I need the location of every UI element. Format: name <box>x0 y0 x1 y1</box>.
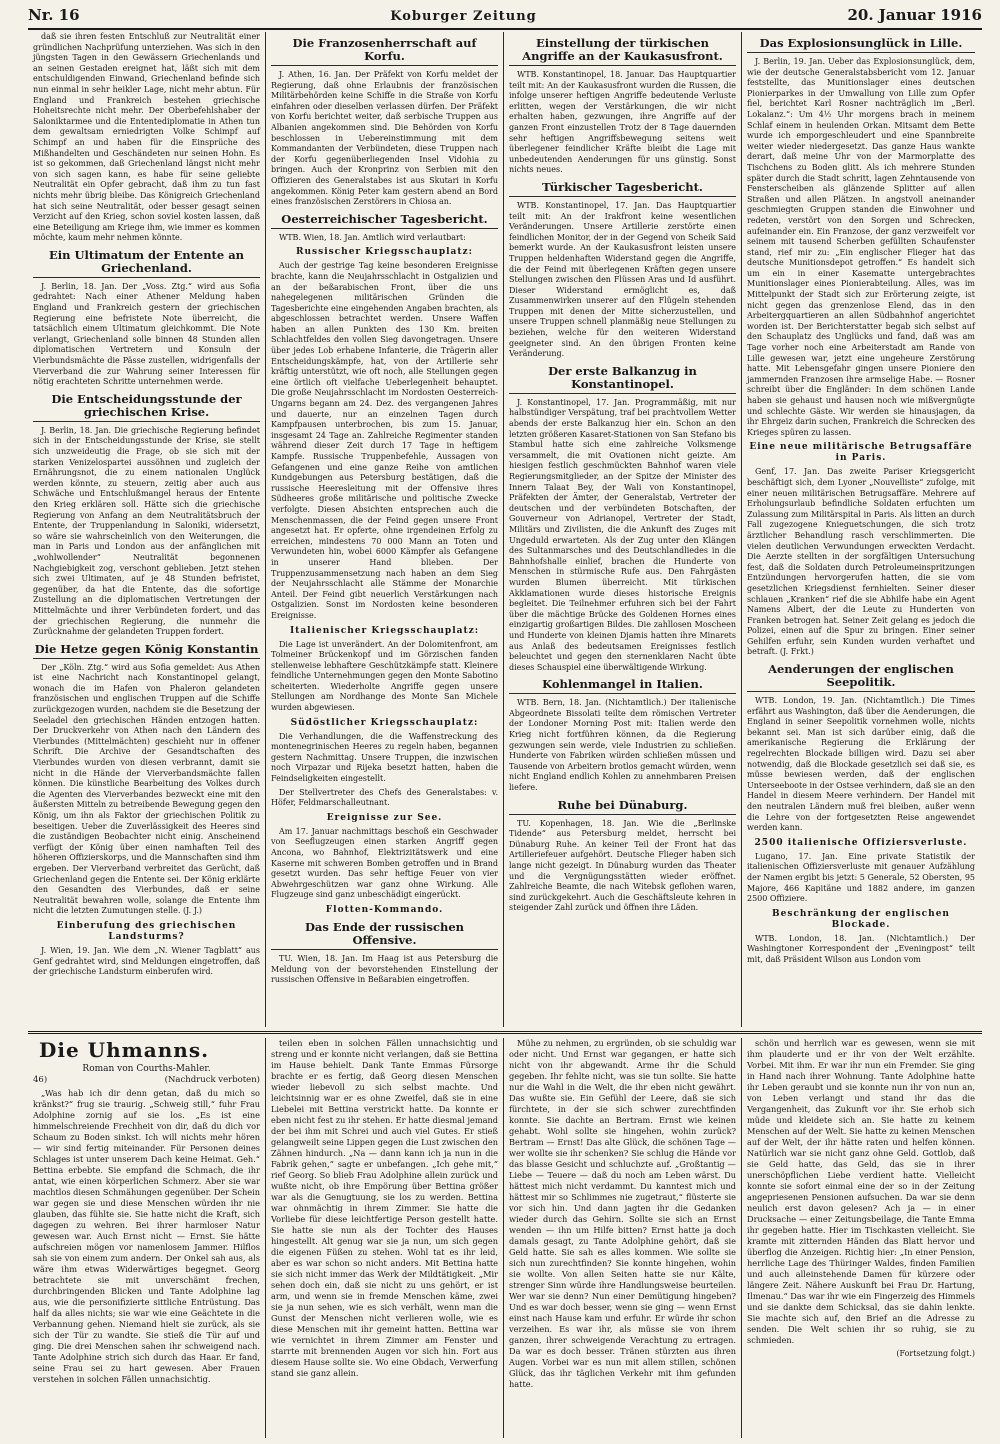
masthead <box>28 6 982 30</box>
newspaper-name: Koburger Zeitung <box>390 9 537 24</box>
novel-title: Die Uhmanns. <box>39 1038 210 1062</box>
novel-text: teilen eben in solchen Fällen unnachsichtig und streng und er konnte nicht verlangen, daß sie Bettina im Hause behielt. Dank Tante Emmas Fürsorge brachte er es fertig, daß Georg diesen Menschen wieder liebevoll zu sich selbst machte. Und leichtsinnig war er es ohne Zweifel, daß sie in eine Liebelei mit Bettina verstrickt hatte. Da konnte er eben nicht fest zu ihr stehen. Er hatte diesmal jemand der bei ihm mit Schrei und auch viel Gutes. Er stieß gelangweilt seine Lippen gegen die Lust zwischen den Zähnen hindurch. „Na — dann kann ich ja nun in die Fabrik gehen,“ sagte er unbefangen. „Ich gehe mit,“ rief Georg. So blieb Frau Adolphine allein zurück und wußte nicht, ob ihre Empörung über Bettina größer war als die Genugtuung, sie los zu werden. Bettina war ohnmächtig in ihrem Zimmer. Sie hatte die Vorliebe für diese leichtfertige Person gestellt hatte. Sie hatte sie nun als der Tochter des Hauses hingestellt. Alt genug war sie ja nun, um sich gegen die eigenen Füßen zu stehen. Wohl tat es ihr leid, aber es war schon so nicht anders. Mit Bettina hatte sie sich nicht immer das Werk der Mildtätigkeit. „Mir sehen doch ein, daß sie nicht zu uns gehört, er ist arm, und wenn sie in fremde Menschen käme, zwei sie ja nun sehen, wie es sich verhält, wenn man die Gunst der Menschen nicht verlieren wolle, wie es diese Menschen mit ihr gemeint hatten. Bettina war wie vernichtet in ihrem Zimmer am Fenster und starrte mit brennenden Augen vor sich hin. Fort aus diesem Hause sollte sie. Wo eine Obdach, Verwerfung stand sie ganz allein. <box>271 1038 498 1378</box>
novel-column-2 <box>266 1038 504 1438</box>
novel-column-4 <box>742 1038 980 1438</box>
article-paragraph: Die Verhandlungen, die die Waffenstreckung des montenegrinischen Heeres zu regeln haben, begannen gestern Nachmittag. Unsere Truppen, die inzwischen noch Virpazar und Rijeka besetzt hatten, haben die Feindseligkeiten eingestellt. <box>271 731 498 784</box>
article-paragraph: WTB. Konstantinopel, 17. Jan. Das Hauptquartier teilt mit: An der Irakfront keine wesentlichen Veränderungen. Unsere Artillerie zerstörte einen feindlichen Monitor, der in der Gegend von Scheik Said bemerkt wurde. An der Kaukasusfront leisten unsere Truppen heldenhaften Widerstand gegen die Angriffe, die der Feind mit überlegenen Kräften gegen unsere Stellungen zwischen den Flüssen Aras und Id ausführt. Dieser Widerstand ermöglicht es, daß Zusammenwirken unserer auf den Flügeln stehenden Truppen mit denen der Mitte sicherzustellen, und unsere Truppen schnell planmäßig neue Stellungen zu beziehen, welche für den weiteren Widerstand geeigneter sind. An den übrigen Fronten keine Veränderung. <box>509 200 736 359</box>
article-headline: Ruhe bei Dünaburg. <box>509 799 736 815</box>
article-headline: Ereignisse zur See. <box>326 812 443 823</box>
article-headline: Das Ende der russischen Offensive. <box>271 921 498 950</box>
article-paragraph: WTB. London, 18. Jan. (Nichtamtlich.) Der Washingtoner Korrespondent der „Eveningpost“ teilt mit, daß Präsident Wilson aus London vom <box>747 933 975 964</box>
issue-number: Nr. 16 <box>28 6 80 24</box>
novel-column-3 <box>504 1038 742 1438</box>
article-paragraph: J. Berlin, 19. Jan. Ueber das Explosionsunglück, dem, wie der deutsche Generalstabsbericht vom 12. Januar feststellte, das Munitionslager eines deutschen Pionierparkes in der Umwallung von Lille zum Opfer fiel, berichtet Karl Rosner nachträglich im „Berl. Lokalanz.“: Um 4½ Uhr morgens brach in meinem Schlaf einem in heulenden Orkan. Mitsamt dem Bette wurde ich emporgeschleudert und eine Spannbreite weiter wieder niedergesetzt. Das ganze Haus wankte derart, daß meine Uhr von der Marmorplatte des Tischchens zu Boden glitt. Als ich mehrere Stunden später durch die Stadt schritt, lagen Zehntausende von Fensterscheiben als glänzende Splitter auf allen Straßen und allen Plätzen. In angstvoll aneinander geschmiegten Gruppen standen die Einwohner und redeten, verstört von den Sorgen und Schrecken, aufeinander ein. Ein Franzose, der ganz verzweifelt vor seinem mit tausend Scherben gefüllten Schaufenster stand, rief mir zu: „Ein englischer Flieger hat das deutsche Munitionsdepot getroffen.“ Es handelt sich um ein in einer Kasematte untergebrachtes Munitionslager eines Pionierabteilung. Alles, was im Mittelpunkt der Stadt sich zur Erörterung zeigte, ist nicht gegen das grenzenlose Elend, das in den Arbeitergquartieren an allen Südbahnhof angerichtet worden ist. Der Berichterstatter begab sich selbst auf den Schauplatz des Unglücks und fand, daß was am Tage vorher noch eine Arbeiterstadt am Rande von Lille gewesen war, jetzt eine ungeheure Zerstörung hatte. Mit Lebensgefahr gingen unsere Pioniere den jammernden Franzosen ihre armselige Habe. — Rosner schreibt über die Engländer: In dem schönen Lande haben sie gehaust und hausen noch wie mißvergnügte und schlechte Gäste. Wir werden sie hinausjagen, da ihr Ehrgeiz darin suchen, Frankreich die Schrecken des Krieges spüren zu lassen. <box>747 57 975 437</box>
feuilleton-section <box>28 1038 982 1438</box>
article-headline: Oesterreichischer Tagesbericht. <box>271 213 498 229</box>
article-paragraph: J. Konstantinopel, 17. Jan. Programmäßig, mit nur halbstündiger Verspätung, traf bei prachtvollem Wetter abends der erste Balkanzug hier ein. Schon an den letzten größeren Kasaret-Stationen von San Stefano bis Stambul hatte sich eine zahlreiche Volksmenge versammelt, die mit Ovationen nicht geizte. Am hiesigen festlich geschmückten Bahnhof waren viele Regierungsmitglieder, an der Spitze der Minister des Innern Talaat Bey, der Wali von Konstantinopel, Präfekten der Ämter, der Generalstab, Vertreter der deutschen und der verbündeten Botschaften, der Gouverneur von Adrianopel, Vertreter der Stadt, Militärs und Zivilisten, die die Ankunft des Zuges mit Ungeduld erwarteten. Als der Zug unter den Klängen des Sultanmarsches und des Deutschlandliedes in die Bahnhofshalle einlief, brachen die Hunderte von Menschen in stürmische Rufe aus. Den Fahrgästen wurden Blumen überreicht. Mit türkischen Akklamationen wurde dieses historische Ereignis begleitet. Die Teilnehmer erfuhren sich bei der Fahrt über die mächtige Brücke des Goldenen Hornes eines einzigartig großartigen Bildes. Die zahllosen Moscheen und Hunderte von kleinen Djamis hatten ihre Minarets aus Anlaß des bedeutsamen Ereignisses festlich beleuchtet und gegen den sternenklaren Nacht übte dieses Schauspiel eine überwältigende Wirkung. <box>509 397 736 672</box>
article-paragraph: Die Lage ist unverändert. An der Dolomitenfront, am Tolmeiner Brückenkopf und im Görzischen fanden stellenweise lebhaftere Geschützkämpfe statt. Kleinere feindliche Unternehmungen gegen den Monte Sabotino scheiterten. Wiederholte Angriffe gegen unsere Stellungen am Nordhange des Monte San Michele wurden abgewiesen. <box>271 639 498 713</box>
article-headline: Die Hetze gegen König Konstantin <box>33 643 260 659</box>
article-paragraph: Genf, 17. Jan. Das zweite Pariser Kriegsgericht beschäftigt sich, dem Lyoner „Nouvelliste“ zufolge, mit einer neuen militärischen Betrugsaffäre. Mehrere auf Erholungsurlaub befindliche Soldaten erfuchten um Zulassung zum Militärspital in Paris. Als litten an durch Fall zugezogene Knieguetschungen, die sich trotz ärztlicher Behandlung rasch verschlimmerten. Die vielen deutlichen Verwundungen erweckten Verdacht. Die Aerzte stellten in der sorgfältigen Untersuchung fest, daß die Soldaten durch Petroleumeinspritzungen Entzündungen hervorgerufen hatten, die sie vom gesetzlichen Kriegsdienst fernhielten. Seiner dieser schlauen „Kranken“ rief die sie Abhilfe habe ein Agent Namens Albert, der die Leute zu Hunderten von Franken betrogen hat. Seiner Zeit gelang es jedoch die Polizei, einen auf die Spur zu bringen. Einer seiner Gehilfen erfuhr, sein Kunden wurden verhaftet und betraft. (J. Frkt.) <box>747 467 975 657</box>
article-paragraph: WTB. Konstantinopel, 18. Januar. Das Hauptquartier teilt mit: An der Kaukasusfront wurden die Russen, die infolge unserer heftigen Angriffe bedeutende Verluste erlitten, wegen der Verstärkungen, die wir nicht erhalten haben, gezwungen, ihre Angriffe auf der ganzen Front einzustellen Trotz der 8 Tage dauernden sehr heftigen Angriffsbewegung seitens weit überlegener feindlicher Kräfte bleibt die Lage mit unbedeutenden Aenderungen für uns günstig. Sonst nichts neues. <box>509 70 736 175</box>
article-paragraph: Der „Köln. Ztg.“ wird aus Sofia gemeldet: Aus Athen ist eine Nachricht nach Konstantinopel gelangt, wonach die im Hafen von Phaleron gelandeten französischen und englischen Truppen auf die Schiffe zurückgezogen wurden, nachdem sie die Besetzung der Seeladel den griechischen Händen entzogen hatten. Der Druckverkehr von Athen nach den Ländern des Vierbundes (Mittelmächten) geschieht nur in offener Schrift. Die Archive der Gesandtschaften des Vierbundes wurden von diesen verbrannt, damit sie nicht in die Hände der Vierverbandsmächte fallen können. Die künstliche Bearbeitung des Volkes durch die Agenten des Vierverbandes bezweckt eine mit den äußersten Mitteln zu betreibende Bewegung gegen den König, um ihn als Faktor der griechischen Politik zu beseitigen. Ueber die Zuverlässigkeit des Heeres sind die zuständigen Beobachter nicht einig. Anscheinend verfügt der König über einen namhaften Teil des höheren Offizierskorps, und die Mannschaften sind ihm ergeben. Der Vierverband verbreitet das Gerücht, daß Griechenland gegen die Entente sei. Der König erklärte den Gesandten des Vierbundes, daß er seine Neutralität bewahren wolle, solange die Entente ihm nicht die letzten Zumutungen stelle. (J. J.) <box>33 662 260 916</box>
news-section <box>28 32 982 1027</box>
article-paragraph: TU. Wien, 18. Jan. Im Haag ist aus Petersburg die Meldung von der bevorstehenden Einstellung der russischen Offensive in Beßarabien eingetroffen. <box>271 953 498 985</box>
article-paragraph: Lugano, 17. Jan. Eine private Statistik der italienischen Offiziersverluste mit genauer Aufzählung der Namen ergibt bis jetzt: 5 Generale, 52 Obersten, 95 Majore, 466 Kapitäne und 1882 andere, im ganzen 2500 Offiziere. <box>747 851 975 904</box>
feuilleton-divider <box>28 1031 982 1034</box>
article-headline: Flotten-Kommando. <box>325 904 444 915</box>
reprint-note: 46) (Nachdruck verboten) <box>33 1075 260 1085</box>
article-headline: 2500 italienische Offiziersverluste. <box>754 837 968 848</box>
article-headline: Russischer Kriegsschauplatz: <box>296 247 473 258</box>
novel-text: schön und herrlich war es gewesen, wenn sie mit ihm plauderte und er ihr von der Welt erzählte. Vorbei. Mit ihm. Er war ihr nun ein Fremder. Sie ging in Hand nach ihrer Wohnung. Tante Adolphine hatte ihr Leben geraubt und sie konnte nun ihr von nun an, von Leben verlangt und stand ihr das die Vergangenheit, das Zukunft vor ihr. Sie erhob sich müde und kleidete sich an. Sie hatte zu keinem Menschen auf der Welt. Sie hatte zu keinen Menschen auf der Welt, der ihr hätte raten und helfen können. Natürlich war sie nicht ganz ohne Geld. Gottlob, daß sie Geld hatte, das Geld, das sie in ihrer unerschöpflichen Liebe verdient hatte. Vielleicht konnte sie sofort einmal eine der so in der Zeitung angepriesenen Pensionen aufsuchen. Da war sie denn neulich erst davon gelesen? Ach ja — in einer Drucksache — einer Zeitungsbeilage, die Tante Emma ihr gegeben hatte. Hier im Tischkasten vielleicht. Sie kramte mit zitternden Händen das Blatt hervor und überflog die Anzeigen. Richtig hier: „In einer Pension, herrliche Lage des Thüringer Waldes, finden Familien und auch alleinstehende Damen für kürzere oder längere Zeit. Nähere Auskunft bei Frau Dr. Hartung, Ilmenau.“ Das war ihr wie ein Fingerzeig des Himmels und sie dankte dem Schicksal, das sie dahin lenkte. Sie machte sich auf, den Brief an die Adresse zu senden. Die Welt schien ihr so ruhig, sie zu schmieden. <box>747 1038 975 1345</box>
issue-date: 20. Januar 1916 <box>847 6 982 24</box>
news-column-2 <box>266 32 504 1027</box>
article-paragraph: WTB. London, 19. Jan. (Nichtamtlich.) Die Times erfährt aus Washington, daß über die Aenderungen, die England in seiner Seepolitik vornehmen wolle, nichts bekannt sei. Man ist sich darüber einig, daß die amerikanische Regierung die Erklärung der regelrechten Blockade billigen wird. Dazu sei aber notwendig, daß die Blockade gesetzlich sei daß sie, es müsse bewiesen werden, daß der englischen Unterseeboote in der Ostsee verhindern, daß sie an den Handel in diesem Meere verhindern. Der Handel mit den neutralen Ländern muß frei bleiben, außer wenn die Lehre von der fortgesetzten Reise angewendet werden kann. <box>747 696 976 833</box>
article-headline: Eine neue militärische Betrugsaffäre in Paris. <box>749 442 973 464</box>
novel-text: Mühe zu nehmen, zu ergründen, ob sie schuldig war oder nicht. Und Ernst war gegangen, er hatte sich nicht von ihr abgewandt. Arme ihr die Schuld gegeben. Ihr fehlte nicht, was sie tun sollte. Sie hatte nur die Wahl in die Welt, die ihr eben nicht gewährt. Das wußte sie. Ein Gefühl der Leere, daß sie sich fürchtete, in der sie sich schwer zurechtfinden konnte. Sie dachte an Bertram. Ernst wie keinen gehabt. Wohl sollte sie hingehen, wohin zurück? Bertram — Ernst! Das alte Glück, die schönen Tage — wer wollte sie ihr schenken? Sie schlug die Hände vor das blasse Gesicht und schluchzte auf. „Großtantig — Liebe — Teuere — daß du noch am Leben wärst. Du hättest mich nicht verdammt. Du kanntest mich und hättest mir so Schlimmes nie zugetraut,“ flüsterte sie vor sich hin. Und dann jagten ihr die Gedanken wieder durch das Gehirn. Sollte sie sich an Ernst wenden — ihn um Hilfe bitten? Ernst hatte ja doch damals gesagt, zu Tante Adolphine gehört, daß sie Geld hatte. Sie sah es alles kommen. Wie sollte sie sich nun zurechtfinden? Sie konnte hingehen, wohin sie wollte. Von allen Seiten hatte sie nur Kälte, strenger Sinn würde ihre Handlungsweise beurteilen. Wer war sie denn? Nun einer Demütigung hingeben? Und es war doch besser, wenn sie ging — wenn Ernst einst nach Hause kam und erfuhr. Er würde ihr schon verzeihen. Es war ihr, als müsse sie von ihrem ganzen, ihrer schweigende Verachtung zu ertragen. Da war es doch besser. Tränen stürzten aus ihren Augen. Vorbei war es nun mit allem stillen, schönen Glück, das ihr täglichen Verkehr mit ihm gefunden hatte. <box>509 1038 736 1389</box>
article-headline: Südöstlicher Kriegsschauplatz: <box>290 717 479 728</box>
novel-author: Roman von Courths-Mahler. <box>82 1064 211 1074</box>
article-headline: Italienischer Kriegsschauplatz: <box>289 625 480 636</box>
installment-number: 46) <box>33 1075 48 1085</box>
news-column-3 <box>504 32 742 1027</box>
article-paragraph: WTB. Bern, 18. Jan. (Nichtamtlich.) Der italienische Abgeordnete Bissolati teilte dem römischen Vertreter der Londoner Morning Post mit: Italien werde den Krieg nicht fortführen können, da die Regierung gezwungen sein werde, viele Industrien zu schließen. Hunderte von Fabriken würden schließen müssen und Tausende von Arbeitern brotlos gemacht würden, wenn nicht England endlich Kohlen zu annehmbaren Preisen liefere. <box>509 698 736 793</box>
news-column-1 <box>28 32 266 1027</box>
article-paragraph: Der Stellvertreter des Chefs des Generalstabes: v. Höfer, Feldmarschalleutnant. <box>271 787 498 808</box>
article-headline: Ein Ultimatum der Entente an Griechenland. <box>33 249 260 278</box>
novel-text: „Was hab ich dir denn getan, daß du mich so kränkst?“ frug sie traurig. „Schweig still,“ fuhr Frau Adolphine zornig auf sie los. „Es ist eine himmelschreiende Frechheit von dir, daß du dich vor Schaum zu Boden sinkst. Ich will nichts mehr hören — wir sind fertig miteinander. Für Personen deines Schlages ist unter unserem Dach keine Heimat. Geh.“ Bettina erbebte. Sie empfand die Schmach, die ihr antat, wie einen körperlichen Schmerz. Aber sie war machtlos diesen Schmähungen gegenüber. Der Schein war gegen sie und diese Menschen würden ihr nie glauben, das fühlte sie. Sie hatte nicht die Kraft, sich dagegen zu wehren. Bei ihrer harmloser Natur gewesen war. Auch Ernst nicht — Ernst. Sie hätte aufschreien mögen vor namenlosem Jammer. Hilflos sah sie von einem zum andern. Der Onkel sah aus, als wäre ihm etwas Widerwärtiges begegnet. Georg betrachtete sie mit unverschämt frechen, durchbringenden Blicken und Tante Adolphine lag aus, wie die personifizierte sittliche Entrüstung. Das half da alles nichts; sie war wie eine Geächtete in die Verbannung gehen. Niemand hielt sie zurück, als sie sich der Tür zu wandte. Sie stieß die Tür auf und ging. Die drei Menschen sahen ihr schweigend nach. Tante Adolphine strich sich durch das Haar. Er fand, seine Frau sei zu hart gewesen. Aber Frauen verstehen in solchen Fällen unnachsichtig. <box>33 1088 260 1384</box>
article-headline: Kohlenmangel in Italien. <box>509 678 736 694</box>
article-headline: Aenderungen der englischen Seepolitik. <box>747 663 975 692</box>
article-paragraph: Am 17. Januar nachmittags beschoß ein Geschwader von Seeflugzeugen einen starken Angriff gegen Ancona, wo Bahnhof, Elektrizitätswerk und eine Kaserne mit schweren Bomben getroffen und in Brand gesetzt wurden. Das sehr heftige Feuer von vier Abwehrgeschützen war ganz ohne Wirkung. Alle Flugzeuge sind ganz unbeschädigt eingerückt. <box>271 826 498 900</box>
news-column-4 <box>742 32 980 1027</box>
continued-note: (Fortsetzung folgt.) <box>896 1349 975 1358</box>
article-headline: Der erste Balkanzug in Konstantinopel. <box>509 365 736 394</box>
article-headline: Die Entscheidungsstunde der griechischen Krise. <box>33 393 260 422</box>
article-headline: Die Franzosenherrschaft auf Korfu. <box>271 37 498 66</box>
article-headline: Einberufung des griechischen Landsturms? <box>56 920 237 942</box>
article-paragraph: daß sie ihren festen Entschluß zur Neutralität einer gründlichen Nachprüfung unterziehen. Was sich in den jüngsten Tagen in den Gewässern Griechenlands und an seinen Gestaden ereignet hat, läßt sich mit dem entschuldigenden Einwand, Griechenland befinde sich nun einmal in sehr heikler Lage, nicht mehr abtun. Für England und Frankreich bestehen griechische Hoheitsrechte nicht mehr. Der Oberbefehlshaber der Saloniktarmee und die Ententediplomatie in Athen tun dem gewaltsam erniedrigten Volke Schimpf auf Schimpf an und haben für die Einsprüche des Mißhandelten und Geschändeten nur seinen Hohn. Es ist so gekommen, daß Griechenland längst nicht mehr von sich sagen kann, es habe für seine geliebte Neutralität ein Opfer gebracht, daß ihm zu tun fast nichts mehr übrig bleibe. Das Königreich Griechenland hat sich seine Neutralität, oder besser gesagt seinen Verzicht auf den Krieg, schon soviel kosten lassen, daß eine Beteiligung am Kriege ihm, wie immer es kommen möchte, kaum mehr nehmen könnte. <box>33 32 260 243</box>
article-headline: Türkischer Tagesbericht. <box>509 181 736 197</box>
article-paragraph: J. Wien, 19. Jan. Wie dem „N. Wiener Tagblatt“ aus Genf gedrahtet wird, sind Meldungen eingetroffen, daß der griechische Landsturm einberufen wird. <box>33 945 260 977</box>
article-paragraph: J. Berlin, 18. Jan. Der „Voss. Ztg.“ wird aus Sofia gedrahtet: Nach einer Athener Meldung haben England und Frankreich gestern der griechischen Regierung eine befristete Note überreicht, die tatsächlich einem Ultimatum gleichkommt. Die Note verlangt, Griechenland solle binnen 48 Stunden allen diplomatischen Vertretern und Konsuln der Vierbundsmächte die Pässe zustellen, widrigenfalls der Vierverband die zur Wahrung seiner Interessen für nötig erachteten Schritte unternehmen werde. <box>33 281 260 387</box>
article-headline: Das Explosionsunglück in Lille. <box>747 37 975 53</box>
article-paragraph: J. Berlin, 18. Jan. Die griechische Regierung befindet sich in der Entscheidungsstunde der Krise, sie stellt sich unzweideutig die Frage, ob sie sich mit der starken Venizelospartei aussöhnen und zugleich der Ernährungsnot, die zu einem nationalen Unglück werden könnte, zu steuern, zeitig aber auch aus Schwäche und Entschlußmangel heraus der Entente den Krieg erklären soll. Hätte sich die griechische Regierung von Anfang an dem Neutralitätsbruch der Entente, der Truppenlandung in Saloniki, widersetzt, so wäre sie wahrscheinlich von den Weiterungen, die man in Paris und London aus der anfänglichen mit „wohlwollender“ Neutralität begonnenen Nachgiebigkeit zog, verschont geblieben. Jetzt stehen sich zwei Ultimaten, auf je 48 Stunden befristet, gegenüber, da hat die Entente, das die sofortige Zustellung an die diplomatischen Vertretungen der Mittelmächte und ihrer Verbündeten fordert, und das der griechischen Regierung, die nunmehr die Zurücknahme der gelandeten Truppen fordert. <box>33 425 260 637</box>
novel-column-1 <box>28 1038 266 1438</box>
article-paragraph: J. Athen, 16. Jan. Der Präfekt von Korfu meldet der Regierung, daß ohne Erlaubnis der französischen Militärbehörden keine Schiffe in die Straße von Korfu einfahren oder dieselben verlassen dürfen. Der Präfekt von Korfu berichtet weiter, daß serbische Truppen aus Albanien angekommen sind. Die Behörden von Korfu beschlossen in Uebereinstimmung mit dem Kommandanten der Verbündeten, diese Truppen nach der Korfu gegenüberliegenden Insel Vidohia zu bringen. Auch der Kronprinz von Serbien mit den Offizieren des Generalstabes ist aus Skutari in Korfu angekommen. König Peter kam gestern abend an Bord eines französischen Zerstörers in Chiosa an. <box>271 70 498 207</box>
article-paragraph: WTB. Wien, 18. Jan. Amtlich wird verlautbart: <box>279 232 466 242</box>
article-paragraph: Auch der gestrige Tag keine besonderen Ereignisse brachte, kann die Neujahrsschlacht in Ostgalizien und an der beßarabischen Front, über die uns nahegelegenen militärischen Gründen die Tagesberichte eine eingehenden Angaben brachten, als abgeschlossen betrachtet werden. Unsere Waffen haben an allen Punkten des 130 Km. breiten Schlachtfeldes den vollen Sieg davongetragen. Unsere über jedes Lob erhabene Infanterie, die Trägerin aller Entscheidungskämpfe, hat, von der Artillerie sehr kräftig unterstützt, wie oft noch, alle Stellungen gegen eine örtlich oft vielfache Ueberlegenheit behauptet. Die große Neujahrsschlacht im Nordosten Oesterreich-Ungarns begann am 24. Dez. des vergangenen Jahres und dauerte, nur an einzelnen Tagen durch Kampfpausen unterbrochen, bis zum 15. Januar, insgesamt 24 Tage an. Zahlreiche Regimenter standen während dieser Zeit durch 17 Tage in heftigem Kampfe. Russische Truppenbefehle, Aussagen von Gefangenen und eine ganze Reihe von amtlichen Kundgebungen aus Petersburg bestätigen, daß die russische Heeresleitung mit der Offensive ihres Südheeres große militärische und politische Zwecke verfolgte. Diesen Absichten entsprechen auch die Menschenmassen, die der Feind gegen unsere Front angesetzt hat. Er opferte, ohne irgendeinen Erfolg zu erreichen, mindestens 70 000 Mann an Toten und Verwundeten hin, wobei 6000 Kämpfer als Gefangene in unserer Hand blieben. Der Truppenzusammensetzung nach haben an dem Sieg der Neujahrsschlacht alle Stämme der Monarchie Anteil. Der Feind gibt neuerlich Verstärkungen nach Ostgalizien. Sonst im Nordosten keine besonderen Ereignisse. <box>271 261 498 620</box>
article-headline: Beschränkung der englischen Blockade. <box>772 908 950 930</box>
article-paragraph: TU. Kopenhagen, 18. Jan. Wie die „Berlinske Tidende“ aus Petersburg meldet, herrscht bei Dünaburg Ruhe. An keiner Teil der Front hat das Artilleriefeuer aufgehört. Deutsche Flieger haben sich lange nicht gezeigt. In Dünaburg wurden das Theater und die Vergnügungsstätten wieder eröffnet. Zahlreiche Beamte, die nach Witebsk geflohen waren, sind zurückgekehrt. Auch die Geschäftsleute kehren in steigender Zahl zurück und öffnen ihre Läden. <box>509 818 736 913</box>
article-headline: Einstellung der türkischen Angriffe an der Kaukasusfront. <box>509 37 736 66</box>
